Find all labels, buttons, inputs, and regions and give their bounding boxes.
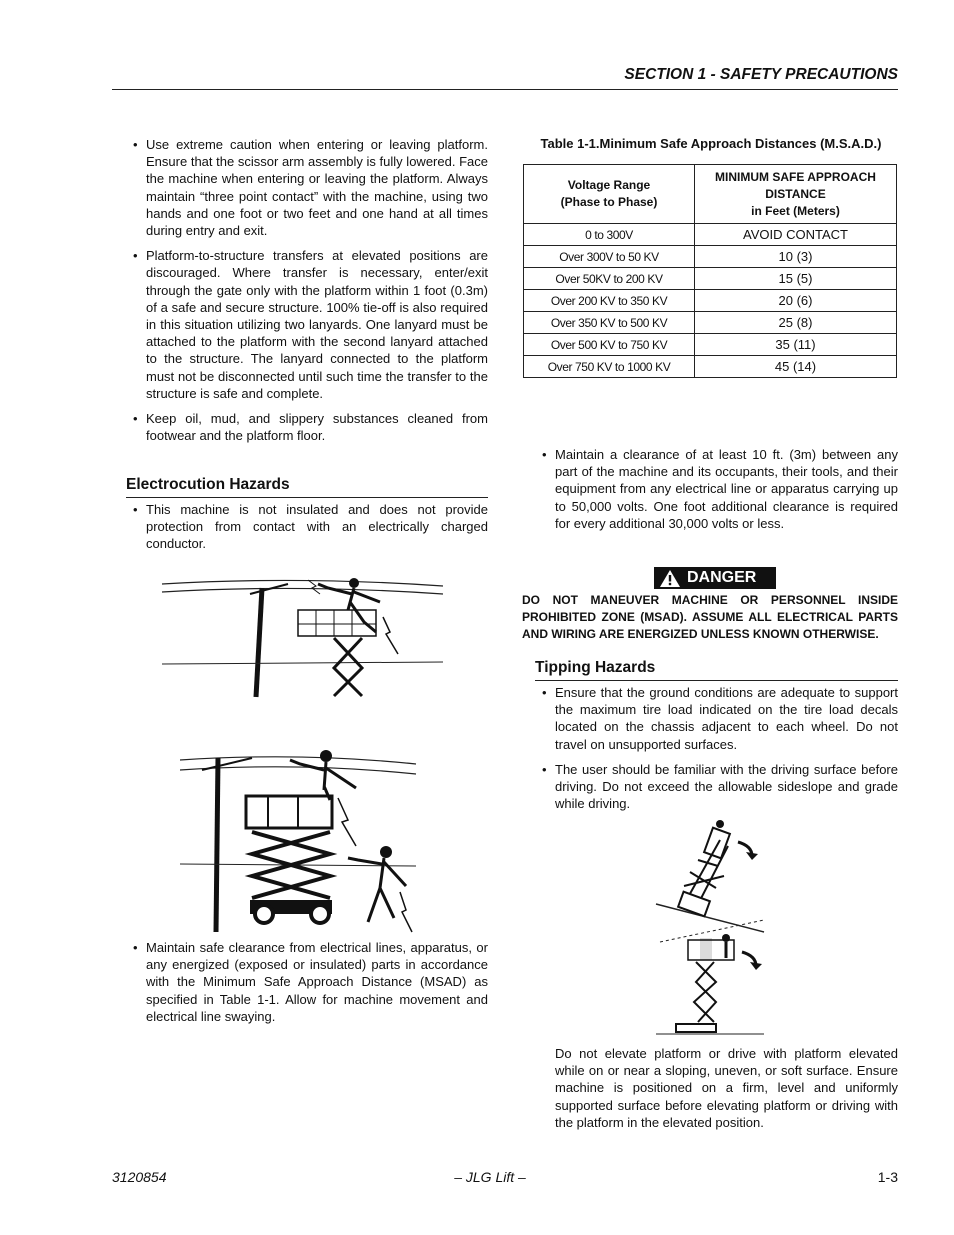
illustration-electrocution (180, 742, 420, 934)
header-rule (112, 89, 898, 90)
danger-label: DANGER (654, 567, 776, 589)
col-header-distance: MINIMUM SAFE APPROACH DISTANCE in Feet (Meters) (695, 165, 897, 224)
table-row: Over 200 KV to 350 KV 20 (6) (524, 290, 897, 312)
footer-page-number: 1-3 (877, 1169, 898, 1185)
illustration-power-line-contact (158, 572, 448, 700)
bullet-ground-conditions: • Ensure that the ground conditions are adequate to support the maximum tire load indicated on the tire load decals located on the chassis adjacent to each wheel. Do not travel on unsupported surfaces. (542, 685, 898, 752)
left-top-bullets (126, 136, 488, 444)
table-header-row (524, 165, 897, 224)
table-caption: Table 1-1.Minimum Safe Approach Distances (M.S.A.D.) (540, 136, 882, 151)
electrocution-section (126, 476, 488, 553)
msad-table (523, 164, 897, 378)
section-title: SECTION 1 - SAFETY PRECAUTIONS (624, 66, 898, 83)
heading-rule (126, 497, 488, 498)
bullet-safe-clearance: • Maintain safe clearance from electrical lines, apparatus, or any energized (exposed or insulated) parts in accordance with the Minimum Safe Approach Distance (MSAD) as specified in Table 1-1. Allow for machine movement and electrical line swaying. (133, 940, 488, 1024)
illustration-tipping (654, 816, 766, 1038)
table-row: Over 300V to 50 KV 10 (3) (524, 246, 897, 268)
tipping-section (535, 659, 898, 812)
warning-triangle-icon (660, 570, 680, 587)
table-row: Over 500 KV to 750 KV 35 (11) (524, 334, 897, 356)
clearance-10ft-block (535, 446, 898, 532)
bullet-entry-exit: • Use extreme caution when entering or leaving platform. Ensure that the scissor arm assembly is fully lowered. Face the machine when entering or leaving the platform. Always maintain “three point contact” with the machine, using two hands and one foot or two feet and one hand at all times during entry and exit. (133, 137, 488, 239)
table-row: Over 50KV to 200 KV 15 (5) (524, 268, 897, 290)
bullet-10ft-clearance: • Maintain a clearance of at least 10 ft. (3m) between any part of the machine and its occupants, their tools, and their equipment from any electrical line or apparatus carrying up to 50,000 volts. One foot additional clearance is required for every additional 30,000 volts or less. (542, 447, 898, 531)
table-row: 0 to 300V AVOID CONTACT (524, 224, 897, 246)
footer-doc-number: 3120854 (112, 1169, 167, 1185)
clearance-bullet-block (126, 939, 488, 1025)
bullet-platform-transfer: • Platform-to-structure transfers at elevated positions are discouraged. Where transfer is necessary, enter/exit through the gate only with the platform within 1 foot (0.3m) of a safe and secure structure. 100% tie-off is also required in this situation utilizing two lanyards. One lanyard must be attached to the platform with the second lanyard attached to the structure. The lanyard connected to the platform must not be disconnected until such time the transfer to the structure is safe and complete. (133, 248, 488, 401)
table-row: Over 350 KV to 500 KV 25 (8) (524, 312, 897, 334)
bullet-not-insulated: • This machine is not insulated and does not provide protection from contact with an electrically charged conductor. (133, 502, 488, 552)
bullet-slippery-substances: • Keep oil, mud, and slippery substances cleaned from footwear and the platform floor. (133, 411, 488, 444)
heading-rule (535, 680, 898, 681)
danger-text: DO NOT MANEUVER MACHINE OR PERSONNEL INSIDE PROHIBITED ZONE (MSAD). ASSUME ALL ELECTRICAL PARTS AND WIRING ARE ENERGIZED UNLESS KNOWN OTHERWISE. (522, 593, 898, 642)
msad-table-wrap (523, 164, 897, 378)
electrocution-heading: Electrocution Hazards (126, 476, 290, 493)
col-header-voltage: Voltage Range (Phase to Phase) (524, 165, 695, 224)
tipping-heading: Tipping Hazards (535, 659, 656, 676)
tipping-note: Do not elevate platform or drive with platform elevated while on or near a sloping, uneven, or soft surface. Ensure machine is positioned on a firm, level and uniformly supported surface before elevating platform or driving with the platform in the elevated position. (555, 1046, 898, 1130)
table-row: Over 750 KV to 1000 KV 45 (14) (524, 356, 897, 378)
footer-center: – JLG Lift – (454, 1169, 526, 1185)
bullet-driving-surface: • The user should be familiar with the driving surface before driving. Do not exceed the allowable sideslope and grade while driving. (542, 761, 898, 812)
